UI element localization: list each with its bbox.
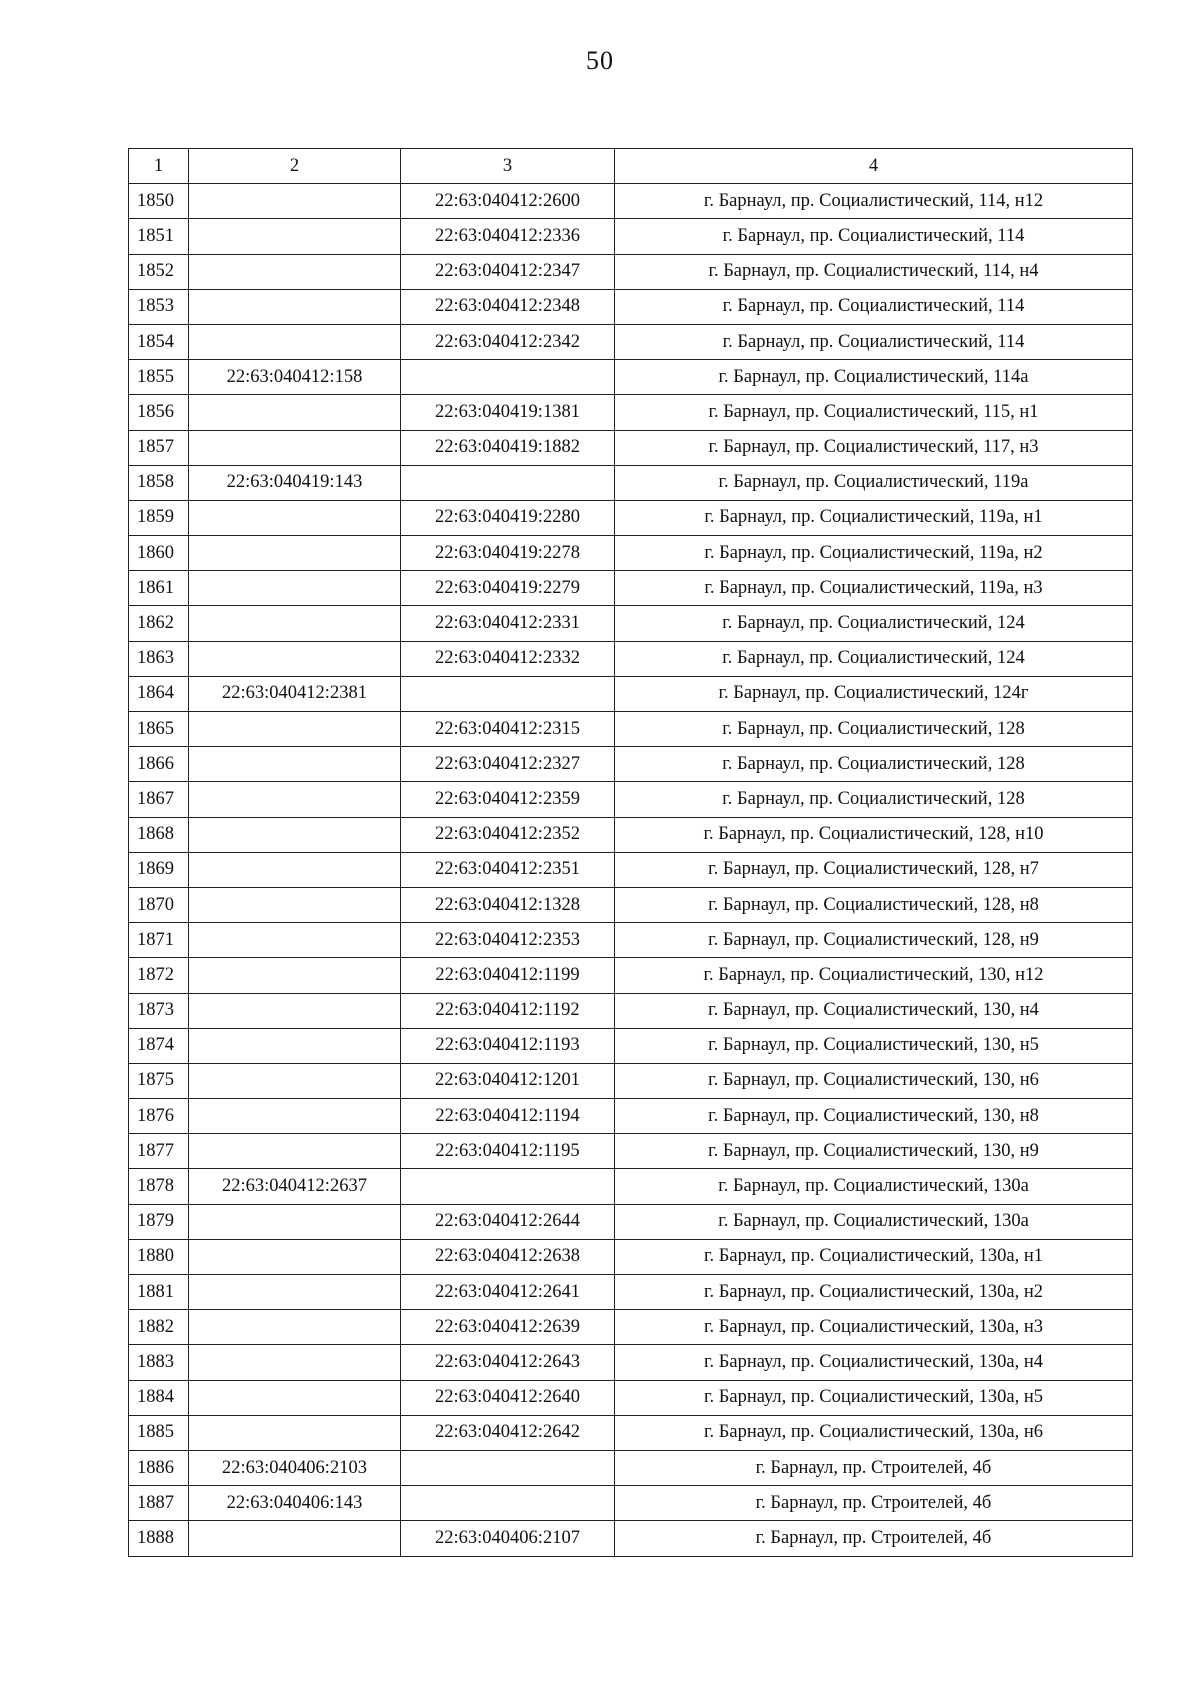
row-number-cell: 1867 bbox=[129, 782, 189, 817]
table-row bbox=[129, 1169, 1133, 1204]
table-row bbox=[129, 1028, 1133, 1063]
address-cell: г. Барнаул, пр. Социалистический, 114 bbox=[615, 289, 1133, 324]
cadastral-object-cell bbox=[401, 360, 615, 395]
table-row bbox=[129, 219, 1133, 254]
cadastral-parcel-cell bbox=[189, 1345, 401, 1380]
address-cell: г. Барнаул, пр. Социалистический, 114, н12 bbox=[615, 184, 1133, 219]
row-number-cell: 1880 bbox=[129, 1239, 189, 1274]
address-cell: г. Барнаул, пр. Социалистический, 115, н1 bbox=[615, 395, 1133, 430]
cadastral-object-cell: 22:63:040412:1199 bbox=[401, 958, 615, 993]
cadastral-parcel-cell bbox=[189, 1239, 401, 1274]
address-cell: г. Барнаул, пр. Социалистический, 130а bbox=[615, 1204, 1133, 1239]
row-number-cell: 1856 bbox=[129, 395, 189, 430]
cadastral-parcel-cell bbox=[189, 1063, 401, 1098]
row-number-cell: 1850 bbox=[129, 184, 189, 219]
address-cell: г. Барнаул, пр. Социалистический, 119а, н3 bbox=[615, 571, 1133, 606]
table-row bbox=[129, 641, 1133, 676]
cadastral-parcel-cell bbox=[189, 1310, 401, 1345]
table-row bbox=[129, 1310, 1133, 1345]
table-row bbox=[129, 1415, 1133, 1450]
address-cell: г. Барнаул, пр. Социалистический, 130, н12 bbox=[615, 958, 1133, 993]
cadastral-parcel-cell bbox=[189, 606, 401, 641]
table-row bbox=[129, 184, 1133, 219]
table-row bbox=[129, 782, 1133, 817]
cadastral-object-cell bbox=[401, 465, 615, 500]
table-row bbox=[129, 395, 1133, 430]
address-cell: г. Барнаул, пр. Социалистический, 128 bbox=[615, 712, 1133, 747]
cadastral-object-cell: 22:63:040412:2351 bbox=[401, 852, 615, 887]
row-number-cell: 1861 bbox=[129, 571, 189, 606]
cadastral-parcel-cell: 22:63:040412:2381 bbox=[189, 676, 401, 711]
table-row bbox=[129, 1134, 1133, 1169]
cadastral-parcel-cell bbox=[189, 641, 401, 676]
table-row bbox=[129, 360, 1133, 395]
address-cell: г. Барнаул, пр. Социалистический, 114 bbox=[615, 324, 1133, 359]
cadastral-object-cell: 22:63:040419:2278 bbox=[401, 536, 615, 571]
column-header: 1 bbox=[129, 149, 189, 184]
cadastral-parcel-cell bbox=[189, 289, 401, 324]
address-cell: г. Барнаул, пр. Социалистический, 130а, н2 bbox=[615, 1275, 1133, 1310]
cadastral-object-cell: 22:63:040412:1192 bbox=[401, 993, 615, 1028]
row-number-cell: 1877 bbox=[129, 1134, 189, 1169]
address-cell: г. Барнаул, пр. Социалистический, 130а, н5 bbox=[615, 1380, 1133, 1415]
address-cell: г. Барнаул, пр. Социалистический, 124 bbox=[615, 641, 1133, 676]
cadastral-object-cell bbox=[401, 1486, 615, 1521]
address-cell: г. Барнаул, пр. Социалистический, 130а, н6 bbox=[615, 1415, 1133, 1450]
cadastral-parcel-cell bbox=[189, 324, 401, 359]
address-cell: г. Барнаул, пр. Социалистический, 128, н7 bbox=[615, 852, 1133, 887]
table-row bbox=[129, 289, 1133, 324]
row-number-cell: 1852 bbox=[129, 254, 189, 289]
cadastral-object-cell: 22:63:040412:2327 bbox=[401, 747, 615, 782]
cadastral-object-cell: 22:63:040412:2359 bbox=[401, 782, 615, 817]
table-row bbox=[129, 1380, 1133, 1415]
cadastral-parcel-cell bbox=[189, 1521, 401, 1556]
table-row bbox=[129, 1275, 1133, 1310]
table-row bbox=[129, 571, 1133, 606]
cadastral-object-cell: 22:63:040412:1195 bbox=[401, 1134, 615, 1169]
row-number-cell: 1851 bbox=[129, 219, 189, 254]
row-number-cell: 1882 bbox=[129, 1310, 189, 1345]
address-cell: г. Барнаул, пр. Социалистический, 114а bbox=[615, 360, 1133, 395]
cadastral-parcel-cell: 22:63:040412:2637 bbox=[189, 1169, 401, 1204]
cadastral-object-cell: 22:63:040419:2279 bbox=[401, 571, 615, 606]
address-cell: г. Барнаул, пр. Социалистический, 128, н8 bbox=[615, 887, 1133, 922]
cadastral-parcel-cell bbox=[189, 782, 401, 817]
cadastral-object-cell: 22:63:040412:2331 bbox=[401, 606, 615, 641]
cadastral-object-cell: 22:63:040412:2644 bbox=[401, 1204, 615, 1239]
cadastral-object-cell: 22:63:040419:2280 bbox=[401, 500, 615, 535]
address-cell: г. Барнаул, пр. Социалистический, 128 bbox=[615, 782, 1133, 817]
row-number-cell: 1865 bbox=[129, 712, 189, 747]
row-number-cell: 1888 bbox=[129, 1521, 189, 1556]
row-number-cell: 1873 bbox=[129, 993, 189, 1028]
row-number-cell: 1868 bbox=[129, 817, 189, 852]
row-number-cell: 1858 bbox=[129, 465, 189, 500]
cadastral-object-cell: 22:63:040412:2332 bbox=[401, 641, 615, 676]
address-cell: г. Барнаул, пр. Социалистический, 124г bbox=[615, 676, 1133, 711]
cadastral-object-cell: 22:63:040412:2643 bbox=[401, 1345, 615, 1380]
table-row bbox=[129, 887, 1133, 922]
cadastral-parcel-cell bbox=[189, 887, 401, 922]
address-cell: г. Барнаул, пр. Социалистический, 130, н9 bbox=[615, 1134, 1133, 1169]
cadastral-object-cell: 22:63:040412:2336 bbox=[401, 219, 615, 254]
row-number-cell: 1869 bbox=[129, 852, 189, 887]
table-row bbox=[129, 923, 1133, 958]
table-header-row bbox=[129, 149, 1133, 184]
row-number-cell: 1871 bbox=[129, 923, 189, 958]
table-row bbox=[129, 606, 1133, 641]
cadastral-object-cell bbox=[401, 1169, 615, 1204]
page-number: 50 bbox=[586, 46, 614, 75]
row-number-cell: 1883 bbox=[129, 1345, 189, 1380]
cadastral-parcel-cell bbox=[189, 254, 401, 289]
row-number-cell: 1881 bbox=[129, 1275, 189, 1310]
table-row bbox=[129, 852, 1133, 887]
cadastral-object-cell: 22:63:040412:1201 bbox=[401, 1063, 615, 1098]
cadastral-parcel-cell bbox=[189, 536, 401, 571]
table-row bbox=[129, 958, 1133, 993]
cadastral-object-cell: 22:63:040412:2353 bbox=[401, 923, 615, 958]
address-cell: г. Барнаул, пр. Социалистический, 130а bbox=[615, 1169, 1133, 1204]
cadastral-parcel-cell bbox=[189, 1099, 401, 1134]
address-cell: г. Барнаул, пр. Социалистический, 128 bbox=[615, 747, 1133, 782]
row-number-cell: 1853 bbox=[129, 289, 189, 324]
cadastral-parcel-cell bbox=[189, 852, 401, 887]
row-number-cell: 1885 bbox=[129, 1415, 189, 1450]
table-row bbox=[129, 324, 1133, 359]
address-cell: г. Барнаул, пр. Социалистический, 119а bbox=[615, 465, 1133, 500]
cadastral-parcel-cell bbox=[189, 747, 401, 782]
cadastral-parcel-cell bbox=[189, 1134, 401, 1169]
row-number-cell: 1855 bbox=[129, 360, 189, 395]
cadastral-parcel-cell bbox=[189, 500, 401, 535]
table-row bbox=[129, 1486, 1133, 1521]
cadastral-object-cell: 22:63:040412:2642 bbox=[401, 1415, 615, 1450]
address-cell: г. Барнаул, пр. Социалистический, 130, н5 bbox=[615, 1028, 1133, 1063]
cadastral-parcel-cell: 22:63:040406:2103 bbox=[189, 1450, 401, 1485]
column-header: 4 bbox=[615, 149, 1133, 184]
address-cell: г. Барнаул, пр. Социалистический, 124 bbox=[615, 606, 1133, 641]
table-row bbox=[129, 254, 1133, 289]
table-row bbox=[129, 747, 1133, 782]
cadastral-parcel-cell: 22:63:040406:143 bbox=[189, 1486, 401, 1521]
cadastral-parcel-cell bbox=[189, 712, 401, 747]
cadastral-parcel-cell: 22:63:040419:143 bbox=[189, 465, 401, 500]
address-cell: г. Барнаул, пр. Строителей, 4б bbox=[615, 1450, 1133, 1485]
row-number-cell: 1872 bbox=[129, 958, 189, 993]
cadastral-object-cell: 22:63:040412:1194 bbox=[401, 1099, 615, 1134]
cadastral-object-cell: 22:63:040412:2315 bbox=[401, 712, 615, 747]
cadastral-object-cell: 22:63:040412:2352 bbox=[401, 817, 615, 852]
table-row bbox=[129, 817, 1133, 852]
cadastral-object-cell: 22:63:040412:1193 bbox=[401, 1028, 615, 1063]
table-row bbox=[129, 712, 1133, 747]
cadastral-object-cell: 22:63:040406:2107 bbox=[401, 1521, 615, 1556]
cadastral-object-cell: 22:63:040412:2640 bbox=[401, 1380, 615, 1415]
cadastral-parcel-cell bbox=[189, 1415, 401, 1450]
address-cell: г. Барнаул, пр. Социалистический, 128, н9 bbox=[615, 923, 1133, 958]
cadastral-object-cell: 22:63:040412:2342 bbox=[401, 324, 615, 359]
column-header: 2 bbox=[189, 149, 401, 184]
cadastral-parcel-cell bbox=[189, 958, 401, 993]
address-cell: г. Барнаул, пр. Социалистический, 130, н6 bbox=[615, 1063, 1133, 1098]
table-row bbox=[129, 1450, 1133, 1485]
row-number-cell: 1859 bbox=[129, 500, 189, 535]
row-number-cell: 1886 bbox=[129, 1450, 189, 1485]
table-row bbox=[129, 1521, 1133, 1556]
cadastral-object-cell: 22:63:040412:2348 bbox=[401, 289, 615, 324]
registry-table bbox=[128, 148, 1133, 1557]
table-row bbox=[129, 465, 1133, 500]
cadastral-parcel-cell bbox=[189, 571, 401, 606]
cadastral-parcel-cell bbox=[189, 219, 401, 254]
row-number-cell: 1862 bbox=[129, 606, 189, 641]
row-number-cell: 1870 bbox=[129, 887, 189, 922]
table-row bbox=[129, 1345, 1133, 1380]
cadastral-object-cell: 22:63:040412:2347 bbox=[401, 254, 615, 289]
table-row bbox=[129, 536, 1133, 571]
cadastral-parcel-cell bbox=[189, 817, 401, 852]
table-row bbox=[129, 676, 1133, 711]
address-cell: г. Барнаул, пр. Социалистический, 117, н3 bbox=[615, 430, 1133, 465]
row-number-cell: 1884 bbox=[129, 1380, 189, 1415]
cadastral-parcel-cell bbox=[189, 993, 401, 1028]
address-cell: г. Барнаул, пр. Социалистический, 119а, н1 bbox=[615, 500, 1133, 535]
address-cell: г. Барнаул, пр. Социалистический, 114 bbox=[615, 219, 1133, 254]
cadastral-parcel-cell bbox=[189, 1028, 401, 1063]
cadastral-object-cell: 22:63:040412:2638 bbox=[401, 1239, 615, 1274]
row-number-cell: 1875 bbox=[129, 1063, 189, 1098]
cadastral-object-cell bbox=[401, 1450, 615, 1485]
row-number-cell: 1878 bbox=[129, 1169, 189, 1204]
cadastral-object-cell: 22:63:040412:2641 bbox=[401, 1275, 615, 1310]
table-row bbox=[129, 1239, 1133, 1274]
cadastral-parcel-cell bbox=[189, 923, 401, 958]
address-cell: г. Барнаул, пр. Строителей, 4б bbox=[615, 1486, 1133, 1521]
address-cell: г. Барнаул, пр. Социалистический, 130а, н3 bbox=[615, 1310, 1133, 1345]
table-row bbox=[129, 430, 1133, 465]
column-header: 3 bbox=[401, 149, 615, 184]
row-number-cell: 1879 bbox=[129, 1204, 189, 1239]
cadastral-object-cell bbox=[401, 676, 615, 711]
row-number-cell: 1864 bbox=[129, 676, 189, 711]
cadastral-parcel-cell bbox=[189, 395, 401, 430]
cadastral-object-cell: 22:63:040412:1328 bbox=[401, 887, 615, 922]
cadastral-parcel-cell: 22:63:040412:158 bbox=[189, 360, 401, 395]
row-number-cell: 1863 bbox=[129, 641, 189, 676]
row-number-cell: 1876 bbox=[129, 1099, 189, 1134]
cadastral-parcel-cell bbox=[189, 1204, 401, 1239]
cadastral-object-cell: 22:63:040412:2639 bbox=[401, 1310, 615, 1345]
table-row bbox=[129, 1204, 1133, 1239]
row-number-cell: 1857 bbox=[129, 430, 189, 465]
table-row bbox=[129, 1099, 1133, 1134]
cadastral-object-cell: 22:63:040419:1882 bbox=[401, 430, 615, 465]
cadastral-parcel-cell bbox=[189, 430, 401, 465]
cadastral-object-cell: 22:63:040419:1381 bbox=[401, 395, 615, 430]
row-number-cell: 1866 bbox=[129, 747, 189, 782]
cadastral-parcel-cell bbox=[189, 1275, 401, 1310]
address-cell: г. Барнаул, пр. Социалистический, 130а, н1 bbox=[615, 1239, 1133, 1274]
row-number-cell: 1854 bbox=[129, 324, 189, 359]
row-number-cell: 1887 bbox=[129, 1486, 189, 1521]
address-cell: г. Барнаул, пр. Социалистический, 119а, н2 bbox=[615, 536, 1133, 571]
cadastral-object-cell: 22:63:040412:2600 bbox=[401, 184, 615, 219]
row-number-cell: 1874 bbox=[129, 1028, 189, 1063]
table-row bbox=[129, 993, 1133, 1028]
cadastral-parcel-cell bbox=[189, 184, 401, 219]
row-number-cell: 1860 bbox=[129, 536, 189, 571]
table-row bbox=[129, 1063, 1133, 1098]
address-cell: г. Барнаул, пр. Строителей, 4б bbox=[615, 1521, 1133, 1556]
address-cell: г. Барнаул, пр. Социалистический, 128, н10 bbox=[615, 817, 1133, 852]
address-cell: г. Барнаул, пр. Социалистический, 130, н4 bbox=[615, 993, 1133, 1028]
address-cell: г. Барнаул, пр. Социалистический, 114, н4 bbox=[615, 254, 1133, 289]
address-cell: г. Барнаул, пр. Социалистический, 130а, н4 bbox=[615, 1345, 1133, 1380]
table-row bbox=[129, 500, 1133, 535]
cadastral-parcel-cell bbox=[189, 1380, 401, 1415]
address-cell: г. Барнаул, пр. Социалистический, 130, н8 bbox=[615, 1099, 1133, 1134]
